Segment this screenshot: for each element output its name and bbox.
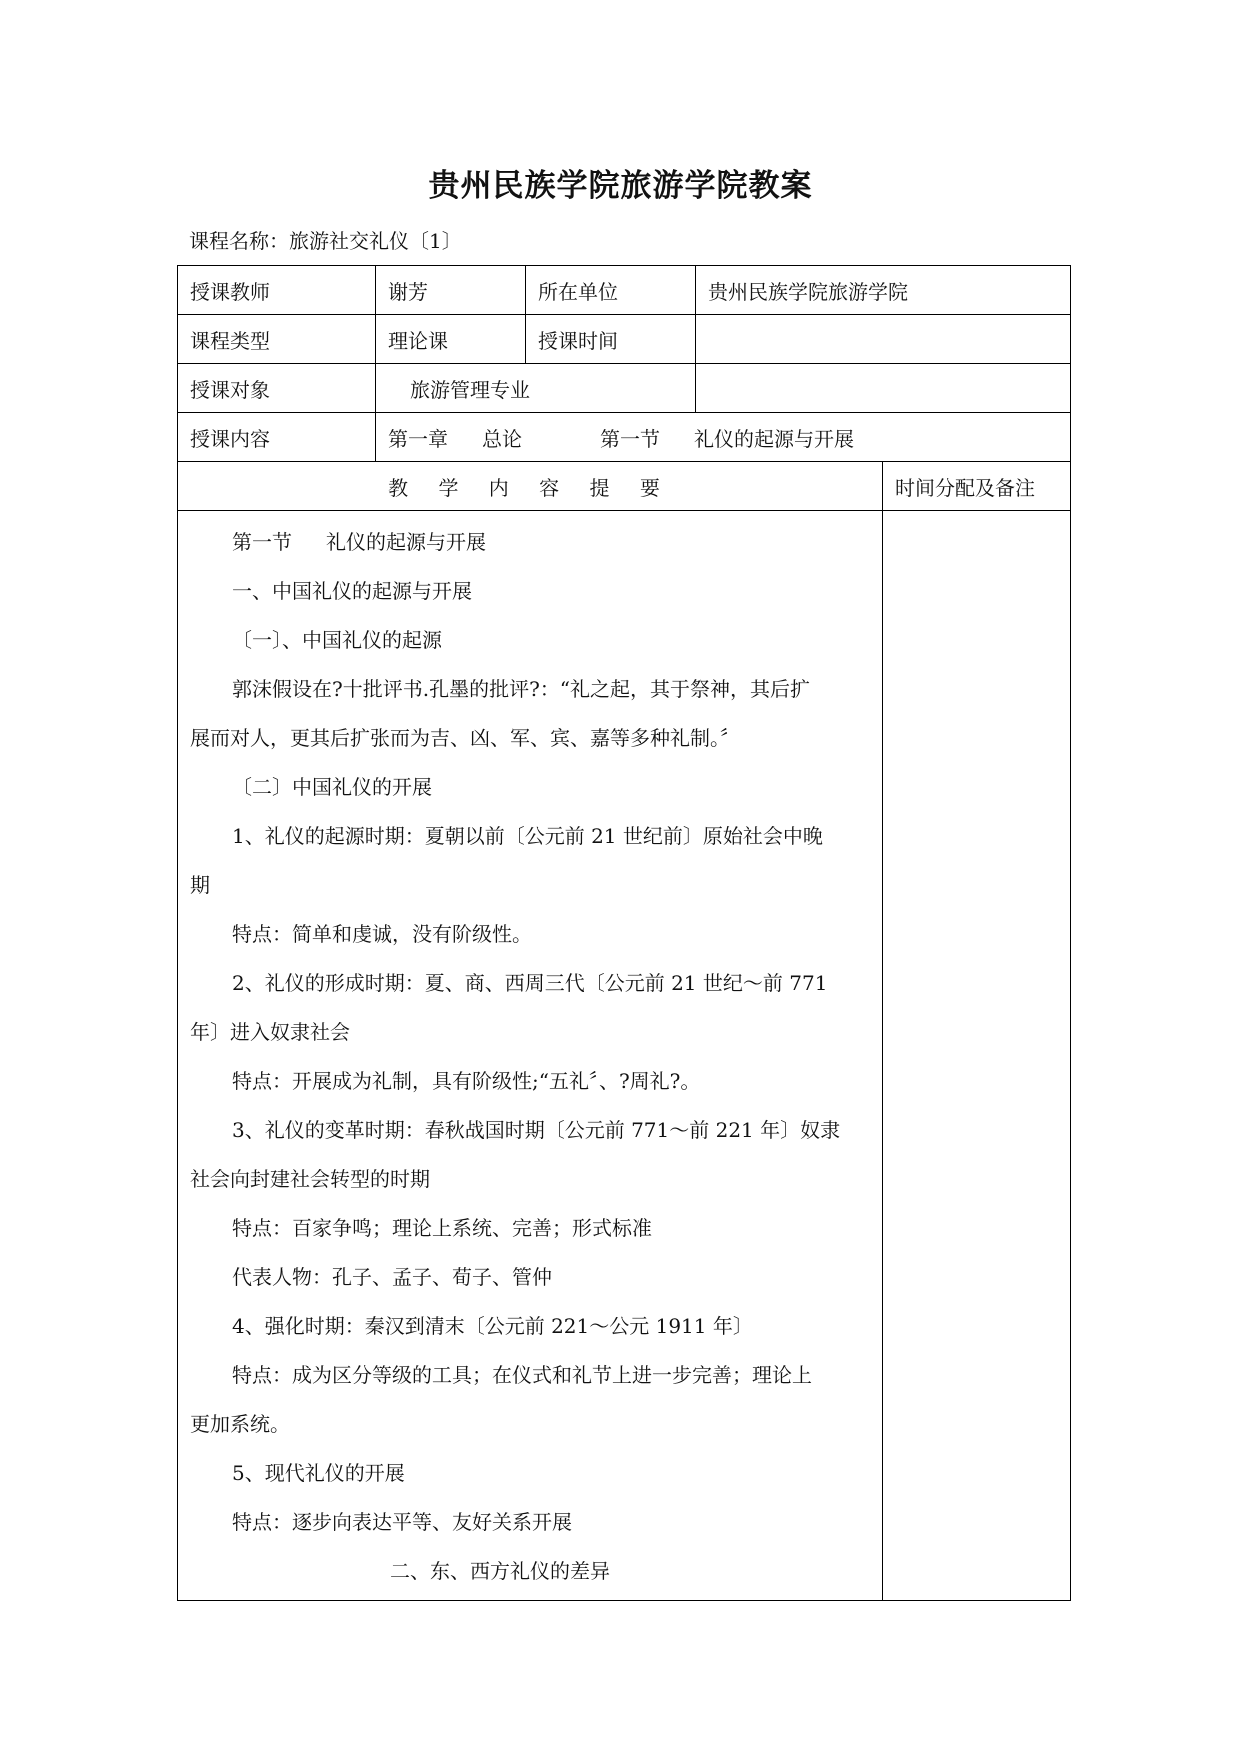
row-section-header (178, 462, 1071, 511)
content-section: 第一节 (600, 426, 660, 451)
lesson-plan-table (177, 265, 1071, 1601)
audience-value: 旅游管理专业 (376, 364, 696, 413)
text-line: 年〕进入奴隶社会 (190, 1020, 350, 1044)
text-line: 特点：成为区分等级的工具；在仪式和礼节上进一步完善；理论上 (232, 1363, 812, 1387)
content-value (376, 413, 1071, 462)
text-line: 特点：百家争鸣；理论上系统、完善；形式标准 (232, 1216, 652, 1240)
teacher-value: 谢芳 (376, 266, 526, 315)
document-title: 贵州民族学院旅游学院教案 (428, 168, 813, 204)
unit-value: 贵州民族学院旅游学院 (696, 266, 1071, 315)
section-heading: 第一节 礼仪的起源与开展 (232, 530, 486, 554)
time-value (696, 315, 1071, 364)
text-line: 〔二〕中国礼仪的开展 (232, 775, 432, 799)
content-chapter-title: 总论 (482, 426, 522, 451)
text-line: 5、现代礼仪的开展 (232, 1461, 405, 1485)
text-line: 期 (190, 873, 210, 897)
audience-empty (696, 364, 1071, 413)
teacher-label: 授课教师 (178, 266, 376, 315)
time-label: 授课时间 (526, 315, 696, 364)
text-line: 特点：简单和虔诚，没有阶级性。 (232, 922, 532, 946)
row-body (178, 511, 1071, 1601)
text-line: 一、中国礼仪的起源与开展 (232, 579, 472, 603)
text-line: 社会向封建社会转型的时期 (190, 1167, 430, 1191)
content-section-title: 礼仪的起源与开展 (694, 426, 854, 451)
row-audience (178, 364, 1071, 413)
text-line: 2、礼仪的形成时期：夏、商、西周三代〔公元前 21 世纪～前 771 (232, 971, 828, 995)
content-chapter: 第一章 (388, 426, 448, 451)
text-line: 1、礼仪的起源时期：夏朝以前〔公元前 21 世纪前〕原始社会中晚 (232, 824, 823, 848)
text-line: 特点：逐步向表达平等、友好关系开展 (232, 1510, 572, 1534)
text-line: 代表人物：孔子、孟子、荀子、管仲 (232, 1265, 552, 1289)
audience-label: 授课对象 (178, 364, 376, 413)
text-line: 二、东、西方礼仪的差异 (390, 1559, 610, 1583)
text-line: 3、礼仪的变革时期：春秋战国时期〔公元前 771～前 221 年〕奴隶 (232, 1118, 841, 1142)
unit-label: 所在单位 (526, 266, 696, 315)
row-type (178, 315, 1071, 364)
type-label: 课程类型 (178, 315, 376, 364)
content-label: 授课内容 (178, 413, 376, 462)
row-content (178, 413, 1071, 462)
notes-header: 时间分配及备注 (883, 462, 1071, 511)
type-value: 理论课 (376, 315, 526, 364)
text-line: 更加系统。 (190, 1412, 290, 1436)
text-line: 展而对人，更其后扩张而为吉、凶、军、宾、嘉等多种礼制。〞 (190, 726, 740, 750)
row-teacher (178, 266, 1071, 315)
text-line: 郭沫假设在?十批评书.孔墨的批评?：“礼之起，其于祭神，其后扩 (232, 677, 811, 701)
text-line: 4、强化时期：秦汉到清末〔公元前 221～公元 1911 年〕 (232, 1314, 753, 1338)
content-body (178, 511, 883, 1601)
text-line: 〔一〕、中国礼仪的起源 (232, 628, 442, 652)
content-header: 教 学 内 容 提 要 (178, 462, 883, 511)
text-line: 特点：开展成为礼制，具有阶级性;“五礼〞、?周礼?。 (232, 1069, 701, 1093)
course-name: 课程名称：旅游社交礼仪〔1〕 (189, 229, 462, 253)
notes-column (883, 511, 1071, 1601)
